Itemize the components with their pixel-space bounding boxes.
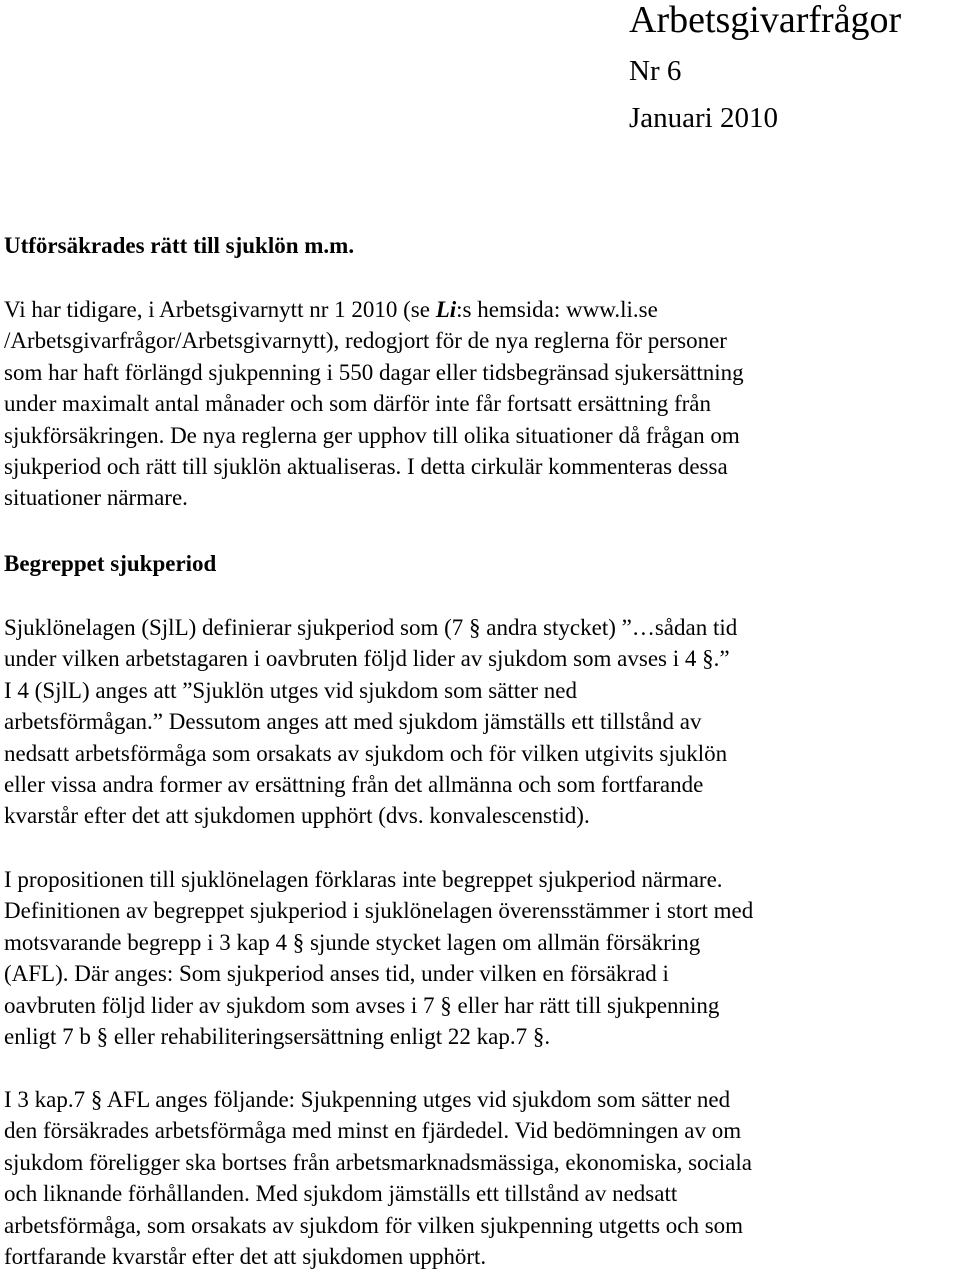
main-heading: Utförsäkrades rätt till sjuklön m.m.: [4, 233, 355, 258]
intro-line-1-link-text: :s hemsida: www.li.se: [456, 297, 658, 322]
afl-line-1: I 3 kap.7 § AFL anges följande: Sjukpenning utges vid sjukdom som sätter ned: [4, 1087, 731, 1112]
issue-number: Nr 6: [629, 55, 682, 87]
proposition-line-3: motsvarande begrepp i 3 kap 4 § sjunde stycket lagen om allmän försäkring: [4, 929, 701, 955]
intro-line-6: sjukperiod och rätt till sjuklön aktualiseras. I detta cirkulär kommenteras dessa: [4, 454, 728, 480]
proposition-line-1: I propositionen till sjuklönelagen förklaras inte begreppet sjukperiod närmare.: [4, 867, 723, 892]
proposition-line-6: enligt 7 b § eller rehabiliteringsersättning enligt 22 kap.7 §.: [4, 1024, 551, 1050]
intro-line-5: sjukförsäkringen. De nya reglerna ger upphov till olika situationer då frågan om: [4, 422, 740, 448]
intro-line-2: /Arbetsgivarfrågor/Arbetsgivarnytt), redogjort för de nya reglerna för personer: [4, 328, 727, 354]
intro-line-1-text: Vi har tidigare, i Arbetsgivarnytt nr 1 2010 (se: [4, 297, 436, 322]
proposition-line-4: (AFL). Där anges: Som sjukperiod anses tid, under vilken en försäkrad i: [4, 961, 669, 987]
sjukperiod-line-2: under vilken arbetstagaren i oavbruten följd lider av sjukdom som avses i 4 §.”: [4, 646, 730, 672]
issue-date: Januari 2010: [629, 102, 778, 134]
sjukperiod-line-7: kvarstår efter det att sjukdomen upphört (dvs. konvalescenstid).: [4, 803, 590, 829]
sjukperiod-line-6: eller vissa andra former av ersättning från det allmänna och som fortfarande: [4, 772, 704, 798]
afl-line-3: sjukdom föreligger ska bortses från arbetsmarknadsmässiga, ekonomiska, sociala: [4, 1149, 752, 1175]
proposition-line-5: oavbruten följd lider av sjukdom som avses i 7 § eller har rätt till sjukpenning: [4, 992, 720, 1018]
afl-line-6: fortfarande kvarstår efter det att sjukdomen upphört.: [4, 1244, 487, 1270]
intro-line-7: situationer närmare.: [4, 485, 188, 511]
afl-paragraph: [4, 1084, 954, 1272]
sjukperiod-line-3: I 4 (SjlL) anges att ”Sjuklön utges vid sjukdom som sätter ned: [4, 677, 578, 703]
sjukperiod-paragraph: [4, 612, 954, 832]
proposition-paragraph: [4, 864, 954, 1052]
afl-line-5: arbetsförmåga, som orsakats av sjukdom för vilken sjukpenning utgetts och som: [4, 1212, 744, 1238]
intro-line-3: som har haft förlängd sjukpenning i 550 dagar eller tidsbegränsad sjukersättning: [4, 359, 744, 385]
intro-line-1: [4, 294, 954, 325]
proposition-line-2: Definitionen av begreppet sjukperiod i sjuklönelagen överensstämmer i stort med: [4, 898, 754, 924]
section-heading-sjukperiod: Begreppet sjukperiod: [4, 551, 217, 576]
li-abbreviation: Li: [435, 297, 457, 322]
afl-line-2: den försäkrades arbetsförmåga med minst en fjärdedel. Vid bedömningen av om: [4, 1118, 742, 1144]
masthead: [629, 0, 960, 135]
publication-title: Arbetsgivarfrågor: [629, 0, 902, 41]
sjukperiod-line-1: Sjuklönelagen (SjlL) definierar sjukperiod som (7 § andra stycket) ”…sådan tid: [4, 615, 738, 640]
intro-paragraph: [4, 294, 954, 514]
intro-line-4: under maximalt antal månader och som därför inte får fortsatt ersättning från: [4, 391, 711, 417]
sjukperiod-line-5: nedsatt arbetsförmåga som orsakats av sjukdom och för vilken utgivits sjuklön: [4, 740, 728, 766]
sjukperiod-line-4: arbetsförmågan.” Dessutom anges att med sjukdom jämställs ett tillstånd av: [4, 709, 702, 735]
afl-line-4: och liknande förhållanden. Med sjukdom jämställs ett tillstånd av nedsatt: [4, 1181, 678, 1207]
